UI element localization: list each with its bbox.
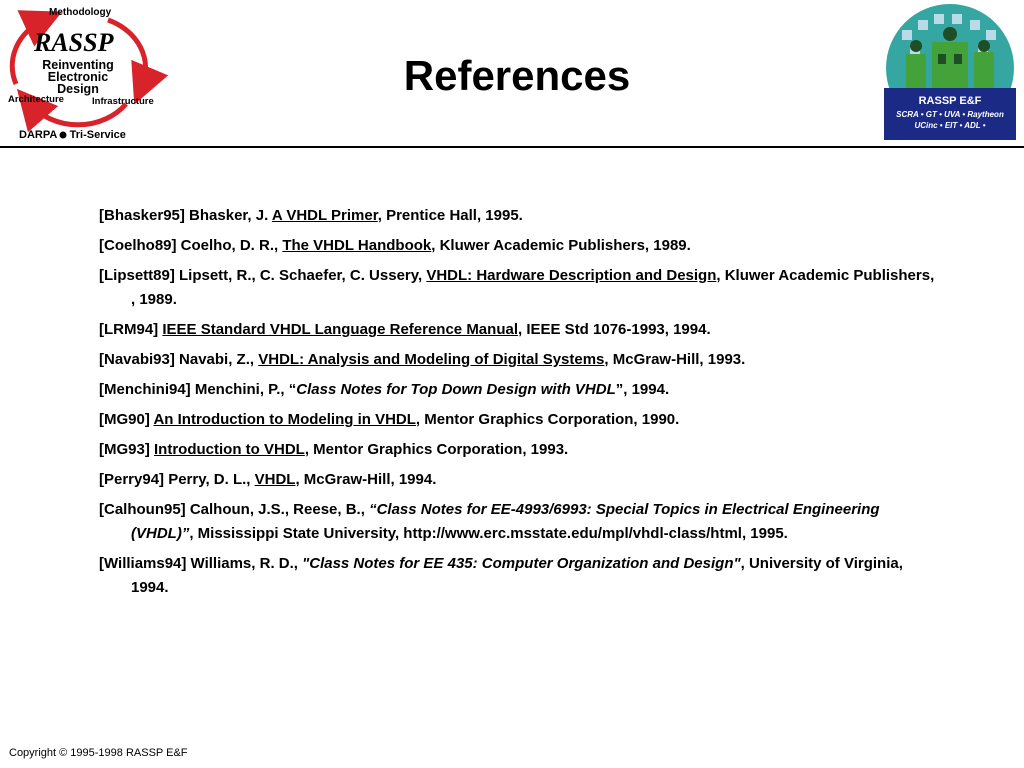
reference-entry bbox=[99, 468, 939, 492]
reference-text: , McGraw-Hill, 1993. bbox=[604, 351, 746, 368]
logo-architecture-label: Architecture bbox=[8, 94, 64, 105]
reference-text: , Kluwer Academic Publishers, , 1989. bbox=[131, 267, 935, 308]
header-divider bbox=[0, 146, 1024, 148]
reference-title-underlined: The VHDL Handbook bbox=[282, 237, 432, 254]
reference-text: ”, 1994. bbox=[615, 381, 670, 398]
reference-title-underlined: VHDL: Analysis and Modeling of Digital Systems bbox=[258, 351, 605, 368]
logo-design-line: Design bbox=[57, 82, 99, 96]
reference-text: , McGraw-Hill, 1994. bbox=[295, 471, 437, 488]
reference-entry bbox=[99, 438, 939, 462]
rassp-ef-logo bbox=[880, 2, 1020, 142]
reference-text: [Coelho89] Coelho, D. R., bbox=[99, 237, 283, 254]
reference-text: [LRM94] bbox=[99, 321, 163, 338]
reference-entry bbox=[99, 408, 939, 432]
reference-text: , Kluwer Academic Publishers, 1989. bbox=[431, 237, 691, 254]
logo-partners-line-1: SCRA • GT • UVA • Raytheon bbox=[896, 110, 1004, 119]
reference-entry bbox=[99, 378, 939, 402]
reference-entry bbox=[99, 498, 939, 546]
reference-title-underlined: Introduction to VHDL bbox=[154, 441, 305, 458]
reference-text: [MG90] bbox=[99, 411, 154, 428]
reference-entry bbox=[99, 348, 939, 372]
logo-electronic-line: Electronic bbox=[47, 70, 109, 84]
reference-entry bbox=[99, 264, 939, 312]
reference-text: [Menchini94] Menchini, P., “ bbox=[99, 381, 297, 398]
reference-text: , Prentice Hall, 1995. bbox=[377, 207, 523, 224]
copyright-footer: Copyright © 1995-1998 RASSP E&F bbox=[9, 747, 188, 759]
logo-rassp-wordmark: RASSP bbox=[34, 28, 114, 57]
reference-text: [Williams94] Williams, R. D., bbox=[99, 555, 303, 572]
reference-entry bbox=[99, 318, 939, 342]
logo-methodology-label: Methodology bbox=[49, 7, 112, 18]
reference-text: , IEEE Std 1076-1993, 1994. bbox=[518, 321, 711, 338]
reference-title-italic: Class Notes for Top Down Design with VHDL bbox=[296, 381, 616, 398]
reference-text: [Lipsett89] Lipsett, R., C. Schaefer, C. Ussery, bbox=[99, 267, 427, 284]
reference-text: , University of Virginia, 1994. bbox=[131, 555, 903, 596]
logo-darpa-tri-service-label: DARPA ● Tri-Service bbox=[19, 129, 126, 141]
logo-rassp-ef-label: RASSP E&F bbox=[918, 95, 982, 107]
reference-title-underlined: A VHDL Primer bbox=[271, 207, 378, 224]
reference-entry bbox=[99, 552, 939, 600]
reference-text: , Mississippi State University, http://www.erc.msstate.edu/mpl/vhdl-class/html, 1995. bbox=[189, 525, 788, 542]
logo-partners-line-2: UCinc • EIT • ADL • bbox=[914, 121, 986, 130]
logo-infrastructure-label: Infrastructure bbox=[92, 96, 154, 107]
reference-title-italic: “Class Notes for EE-4993/6993: Special Topics in Electrical Engineering (VHDL)” bbox=[131, 501, 880, 542]
reference-text: [Calhoun95] Calhoun, J.S., Reese, B., bbox=[99, 501, 370, 518]
logo-reinventing-line: Reinventing bbox=[42, 58, 114, 72]
reference-title-underlined: VHDL bbox=[254, 471, 296, 488]
reference-title-italic: "Class Notes for EE 435: Computer Organization and Design" bbox=[302, 555, 741, 572]
reference-title-underlined: IEEE Standard VHDL Language Reference Manual bbox=[162, 321, 518, 338]
reference-text: , Mentor Graphics Corporation, 1993. bbox=[304, 441, 569, 458]
reference-text: [MG93] bbox=[99, 441, 155, 458]
references-list bbox=[99, 204, 939, 606]
page-title: References bbox=[403, 52, 631, 99]
reference-text: , Mentor Graphics Corporation, 1990. bbox=[415, 411, 680, 428]
reference-text: [Navabi93] Navabi, Z., bbox=[99, 351, 259, 368]
reference-text: [Perry94] Perry, D. L., bbox=[99, 471, 255, 488]
reference-entry bbox=[99, 204, 939, 228]
reference-title-underlined: VHDL: Hardware Description and Design bbox=[426, 267, 717, 284]
reference-text: [Bhasker95] Bhasker, J. bbox=[99, 207, 272, 224]
reference-title-underlined: An Introduction to Modeling in VHDL bbox=[153, 411, 416, 428]
reference-entry bbox=[99, 234, 939, 258]
